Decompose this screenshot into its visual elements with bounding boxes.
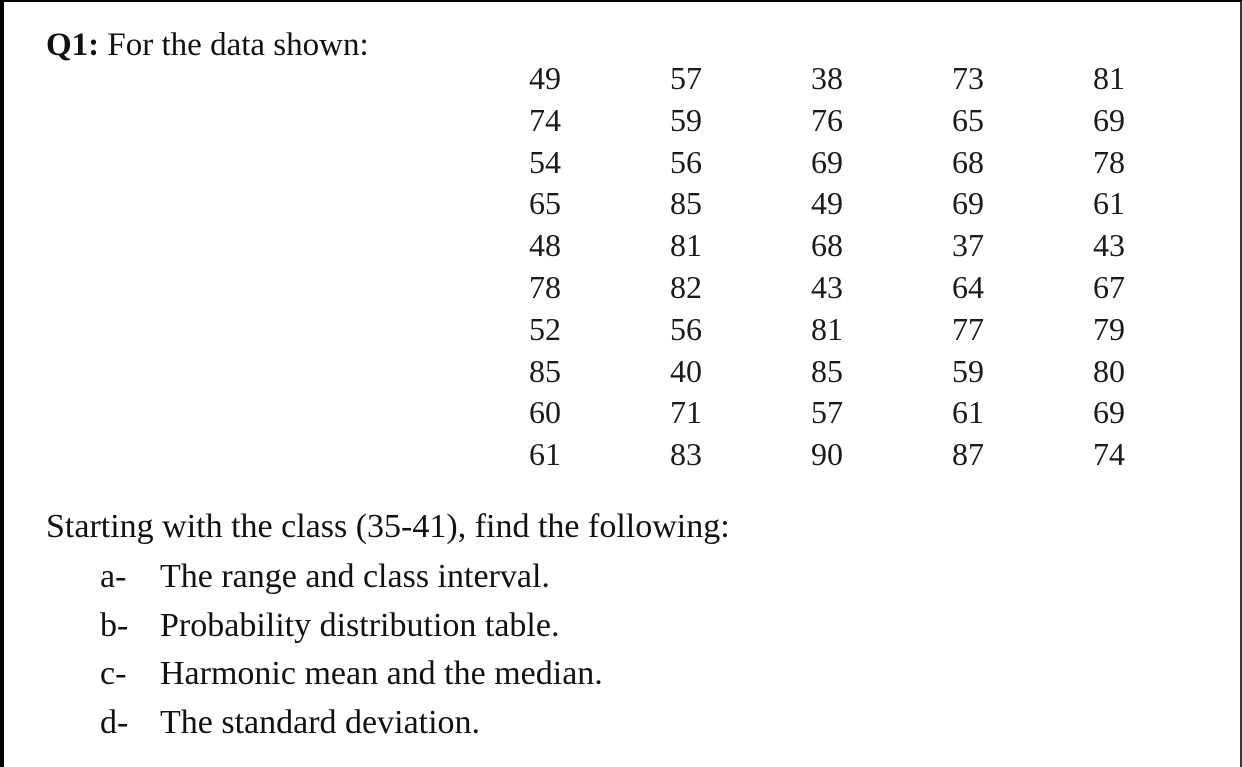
- question-heading: [46, 24, 369, 66]
- task-marker: b-: [100, 606, 129, 644]
- data-cell: 69: [1093, 101, 1125, 138]
- data-cell: 83: [670, 436, 702, 473]
- task-text: Probability distribution table.: [160, 606, 560, 644]
- task-text: The range and class interval.: [160, 558, 550, 595]
- data-cell: 61: [1093, 185, 1125, 222]
- question-number: Q1:: [46, 27, 100, 63]
- data-cell: 40: [670, 352, 702, 389]
- task-list: [100, 554, 603, 748]
- question-heading-text: For the data shown:: [99, 27, 369, 63]
- data-cell: 87: [952, 436, 984, 473]
- data-cell: 85: [670, 185, 702, 222]
- task-text: Harmonic mean and the median.: [160, 655, 603, 692]
- data-cell: 65: [952, 101, 984, 138]
- data-cell: 79: [1093, 310, 1125, 347]
- data-cell: 77: [952, 310, 984, 347]
- data-cell: 57: [811, 394, 843, 431]
- data-cell: 56: [670, 143, 702, 180]
- data-cell: 69: [952, 185, 984, 222]
- data-cell: 81: [670, 227, 702, 264]
- data-cell: 60: [529, 394, 561, 431]
- data-cell: 67: [1093, 268, 1125, 305]
- data-cell: 78: [529, 268, 561, 305]
- data-cell: 54: [529, 143, 561, 180]
- data-cell: 57: [670, 60, 702, 96]
- data-cell: 82: [670, 268, 702, 305]
- data-cell: 38: [811, 60, 843, 96]
- data-cell: 43: [1093, 227, 1125, 264]
- task-item-a: [100, 554, 603, 603]
- data-cell: 56: [670, 310, 702, 347]
- data-cell: 61: [952, 394, 984, 431]
- data-cell: 81: [1093, 60, 1125, 96]
- task-marker: d-: [100, 703, 129, 741]
- data-cell: 81: [811, 310, 843, 347]
- data-cell: 49: [529, 60, 561, 96]
- task-marker: c-: [100, 655, 127, 692]
- data-cell: 90: [811, 436, 843, 473]
- data-cell: 68: [811, 227, 843, 264]
- data-cell: 74: [529, 101, 561, 138]
- task-marker: a-: [100, 558, 127, 595]
- data-cell: 78: [1093, 143, 1125, 180]
- data-table: [529, 58, 1149, 476]
- data-cell: 52: [529, 310, 561, 347]
- instruction-text: Starting with the class (35-41), find the following:: [46, 508, 730, 545]
- data-cell: 73: [952, 60, 984, 96]
- data-cell: 76: [811, 101, 843, 138]
- data-cell: 49: [811, 185, 843, 222]
- data-cell: 65: [529, 185, 561, 222]
- task-item-c: [100, 651, 603, 700]
- data-cell: 69: [1093, 394, 1125, 431]
- data-cell: 74: [1093, 436, 1125, 473]
- data-cell: 71: [670, 394, 702, 431]
- data-cell: 80: [1093, 352, 1125, 389]
- data-cell: 69: [811, 143, 843, 180]
- data-cell: 85: [811, 352, 843, 389]
- data-cell: 59: [952, 352, 984, 389]
- data-cell: 68: [952, 143, 984, 180]
- data-cell: 85: [529, 352, 561, 389]
- task-text: The standard deviation.: [160, 703, 481, 741]
- data-cell: 43: [811, 268, 843, 305]
- task-item-d: [100, 700, 603, 749]
- task-item-b: [100, 603, 603, 652]
- data-cell: 59: [670, 101, 702, 138]
- data-cell: 64: [952, 268, 984, 305]
- data-cell: 37: [952, 227, 984, 264]
- data-cell: 48: [529, 227, 561, 264]
- data-cell: 61: [529, 436, 561, 473]
